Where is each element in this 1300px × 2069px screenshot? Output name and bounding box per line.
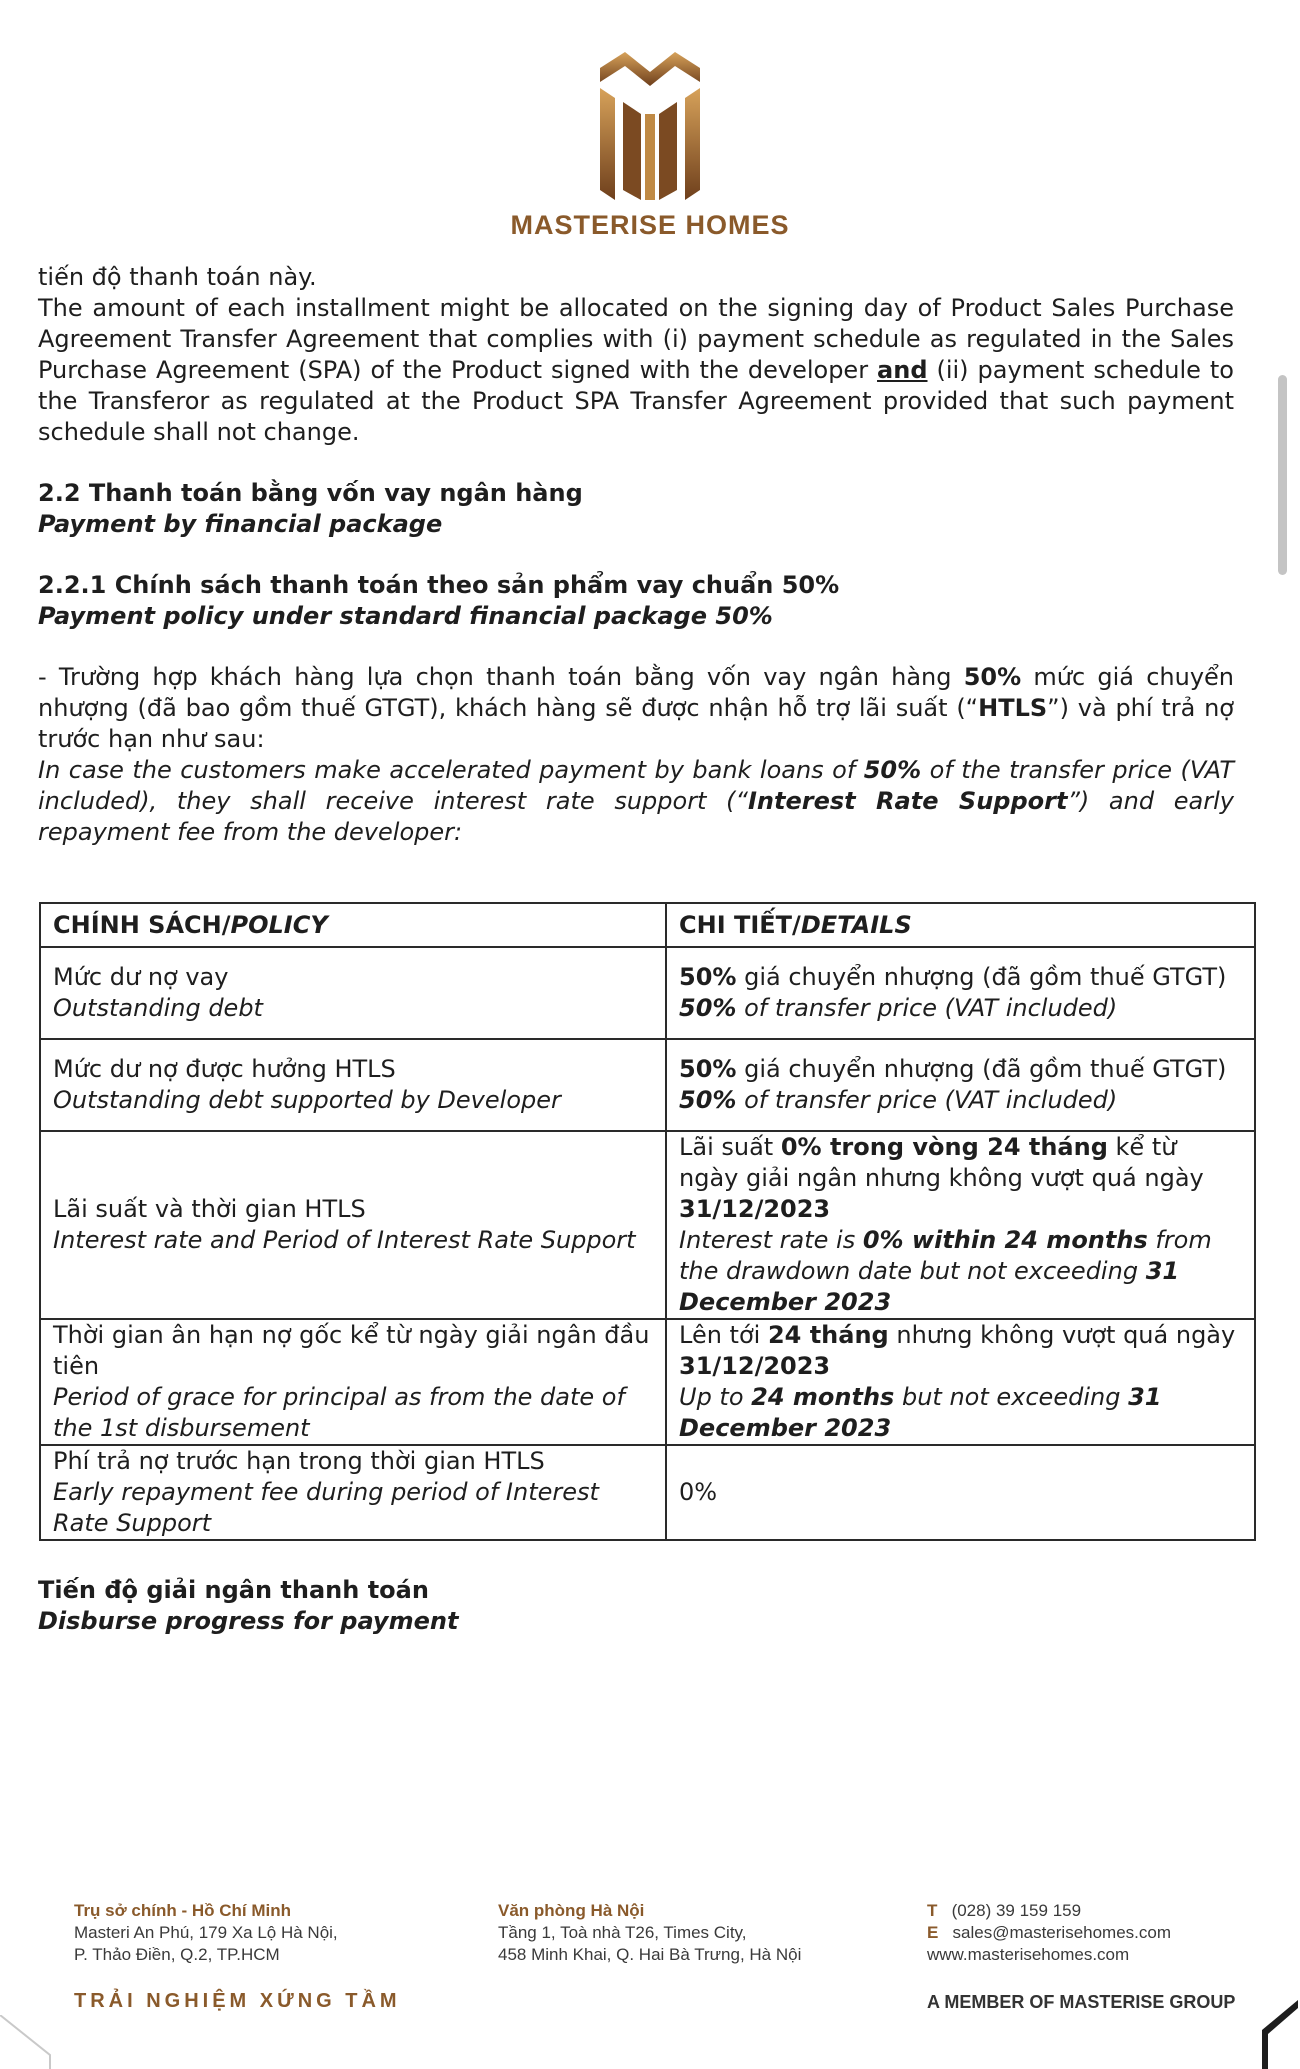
member-of-group: A MEMBER OF MASTERISE GROUP [927,1992,1236,2012]
tagline: TRẢI NGHIỆM XỨNG TẦM [74,1990,401,2012]
brand-logo [0,50,1300,241]
scrollbar-thumb[interactable] [1278,375,1287,575]
corner-decoration-icon [0,2015,60,2069]
document-body [38,262,1234,848]
policy-cell: Mức dư nợ được hưởng HTLS Outstanding debt supported by Developer [40,1039,666,1131]
details-cell: Lên tới 24 tháng nhưng không vượt quá ngày 31/12/2023 Up to 24 months but not exceeding 31 December 2023 [666,1319,1255,1445]
footer-hcm: Trụ sở chính - Hồ Chí Minh Masteri An Phú, 179 Xa Lộ Hà Nội, P. Thảo Điền, Q.2, TP.HCM [74,1901,338,1964]
section-2-2-1-title-en: Payment policy under standard financial package 50% [38,602,773,630]
footer-hanoi: Văn phòng Hà Nội Tầng 1, Toà nhà T26, Times City, 458 Minh Khai, Q. Hai Bà Trưng, Hà Nội [498,1901,802,1964]
brand-name: MASTERISE HOMES [510,210,790,240]
disburse-heading: Tiến độ giải ngân thanh toán Disburse progress for payment [38,1576,459,1635]
details-cell: 50% giá chuyển nhượng (đã gồm thuế GTGT) 50% of transfer price (VAT included) [666,947,1255,1039]
table-row [40,1445,1255,1540]
and-emphasis: and [877,356,928,384]
intro-vi-tail: tiến độ thanh toán này. [38,263,317,291]
case-en-paragraph: In case the customers make accelerated payment by bank loans of 50% of the transfer price (VAT included), they shall receive interest rate support (“Interest Rate Support”) and early repayment fee from the developer: [38,756,1235,846]
details-cell: 0% [666,1445,1255,1540]
section-2-2-title: 2.2 Thanh toán bằng vốn vay ngân hàng [38,479,583,507]
table-header-row [40,903,1255,947]
table-row [40,1039,1255,1131]
policy-cell: Phí trả nợ trước hạn trong thời gian HTLS Early repayment fee during period of Interest Rate Support [40,1445,666,1540]
masterise-m-logo-icon [595,50,705,200]
details-cell: 50% giá chuyển nhượng (đã gồm thuế GTGT) 50% of transfer price (VAT included) [666,1039,1255,1131]
header-details: CHI TIẾT/DETAILS [666,903,1255,947]
website-link[interactable]: www.masterisehomes.com [927,1945,1130,1964]
policy-table [39,902,1256,1541]
table-row [40,947,1255,1039]
section-2-2-1-title: 2.2.1 Chính sách thanh toán theo sản phẩm vay chuẩn 50% [38,571,840,599]
table-row [40,1131,1255,1319]
section-2-2-title-en: Payment by financial package [38,510,443,538]
email-link[interactable]: sales@masterisehomes.com [952,1923,1172,1942]
footer-contact: T (028) 39 159 159 E sales@masterisehomes.com www.masterisehomes.com [927,1901,1172,1964]
table-row [40,1319,1255,1445]
intro-en-paragraph: The amount of each installment might be allocated on the signing day of Product Sales Purchase Agreement Transfer Agreement that complies with (i) payment schedule as regulated in the Sales Purchase Agreement (SPA) of the Product signed with the developer and (ii) payment schedule to the Transferor as regulated at the Product SPA Transfer Agreement provided that such payment schedule shall not change. [38,294,1234,446]
header-policy: CHÍNH SÁCH/POLICY [40,903,666,947]
details-cell: Lãi suất 0% trong vòng 24 tháng kể từ ngày giải ngân nhưng không vượt quá ngày 31/12/2023 Interest rate is 0% within 24 months from the drawdown date but not exceeding 31 December 2023 [666,1131,1255,1319]
policy-cell: Thời gian ân hạn nợ gốc kể từ ngày giải ngân đầu tiên Period of grace for principal as from the date of the 1st disbursement [40,1319,666,1445]
case-vi-paragraph: - Trường hợp khách hàng lựa chọn thanh toán bằng vốn vay ngân hàng 50% mức giá chuyển nhượng (đã bao gồm thuế GTGT), khách hàng sẽ được nhận hỗ trợ lãi suất (“HTLS”) và phí trả nợ trước hạn như sau: [38,663,1234,753]
policy-cell: Lãi suất và thời gian HTLS Interest rate and Period of Interest Rate Support [40,1131,666,1319]
policy-cell: Mức dư nợ vay Outstanding debt [40,947,666,1039]
corner-decoration-icon [1262,2000,1298,2069]
phone-number: (028) 39 159 159 [951,1901,1082,1920]
